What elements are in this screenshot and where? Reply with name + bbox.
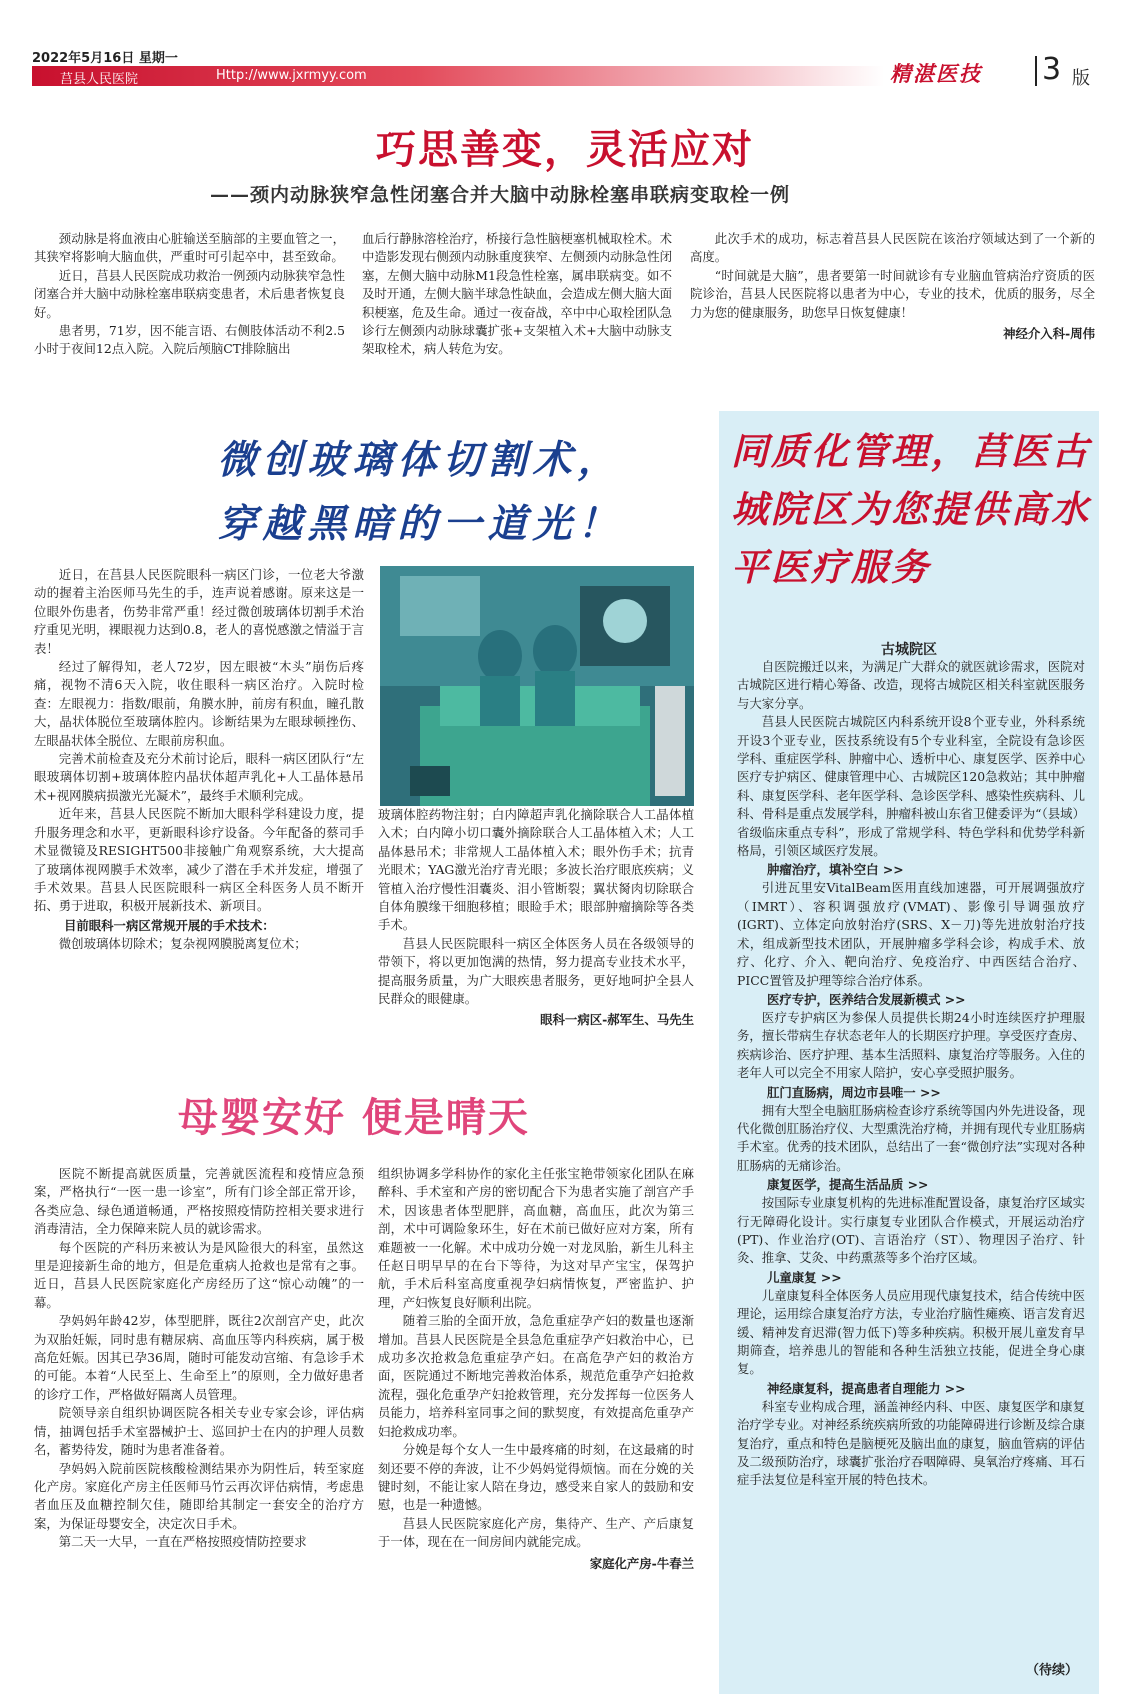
article3-col2 (378, 1165, 694, 1665)
article3-col1 (34, 1165, 364, 1695)
paragraph: 医院不断提高就医质量，完善就医流程和疫情应急预案，严格执行“一医一患一诊室”，所有门诊全部正常开诊，各类应急、绿色通道畅通，严格按照疫情防控相关要求进行消毒清洁，全力保障来院人员的就诊需求。 (34, 1166, 364, 1237)
paragraph: 颈动脉是将血液由心脏输送至脑部的主要血管之一，其狭窄将影响大脑血供，严重时可引起卒中，甚至致命。 (34, 231, 345, 265)
paragraph: 莒县人民医院眼科一病区全体医务人员在各级领导的带领下，将以更加饱满的热情，努力提高专业技术水平，提高服务质量，为广大眼疾患者服务，更好地呵护全县人民群众的眼健康。 (378, 935, 694, 1007)
paragraph: 近日，莒县人民医院成功救治一例颈内动脉狭窄急性闭塞合并大脑中动脉栓塞串联病变患者，术后患者恢复良好。 (34, 267, 345, 320)
section-heading: 康复医学，提高生活品质 >> (767, 1177, 929, 1193)
article1-title: 巧思善变，灵活应对 (376, 126, 754, 173)
paragraph: 医疗专护病区为参保人员提供长期24小时连续医疗护理服务，擅长带病生存状态老年人的长期医疗护理。享受医疗查房、疾病诊治、医疗护理、基本生活照料、康复治疗等服务。入住的老年人可以完全不用家人陪护，安心享受照护服务。 (737, 1009, 1085, 1081)
paragraph: 每个医院的产科历来被认为是风险很大的科室，虽然这里是迎接新生命的地方，但是危重病人抢救也是常有之事。近日，莒县人民医院家庭化产房经历了这“惊心动魄”的一幕。 (34, 1239, 364, 1310)
page-number: 3 (1042, 52, 1062, 87)
sidebar-heading: 古城院区 (881, 642, 937, 658)
paragraph: 微创玻璃体切除术；复杂视网膜脱离复位术； (58, 935, 307, 951)
paper-name: 精湛医技 (890, 61, 982, 86)
article3-signature: 家庭化产房-牛春兰 (589, 1555, 694, 1571)
page-suffix: 版 (1072, 68, 1090, 89)
paragraph: 莒县人民医院家庭化产房，集待产、生产、产后康复于一体，现在在一间房间内就能完成。 (378, 1515, 694, 1550)
article3-title: 母婴安好 便是晴天 (178, 1095, 530, 1141)
paragraph: 拥有大型全电脑肛肠病检查诊疗系统等国内外先进设备，现代化微创肛肠治疗仪、大型熏洗治疗椅，并拥有现代专业肛肠病手术室。优秀的技术团队，总结出了一套“微创疗法”实现对各种肛肠病的无痛诊治。 (737, 1102, 1085, 1173)
header-divider (1035, 56, 1037, 86)
header-url[interactable]: Http://www.jxrmyy.com (216, 68, 367, 83)
article2-subheading: 目前眼科一病区常规开展的手术技术： (64, 917, 275, 933)
paragraph: 自医院搬迁以来，为满足广大群众的就医就诊需求，医院对古城院区进行精心筹备、改造，现将古城院区相关科室就医服务与大家分享。 (737, 659, 1085, 711)
article1-signature: 神经介入科-周伟 (1003, 326, 1095, 342)
paragraph: “时间就是大脑”，患者要第一时间就诊有专业脑血管病治疗资质的医院诊治，莒县人民医院将以患者为中心，专业的技术，优质的服务，尽全力为您的健康服务，助您早日恢复健康！ (690, 267, 1095, 320)
paragraph: 完善术前检查及充分术前讨论后，眼科一病区团队行“左眼玻璃体切割+玻璃体腔内晶状体超声乳化+人工晶体悬吊术+视网膜病损激光光凝术”，最终手术顺利完成。 (34, 751, 364, 803)
paragraph: 科室专业构成合理，涵盖神经内科、中医、康复医学和康复治疗学专业。对神经系统疾病所致的功能障碍进行诊断及综合康复治疗，重点和特色是脑梗死及脑出血的康复，脑血管病的评估及二级预防治疗，球囊扩张治疗吞咽障碍、臭氧治疗疼痛、耳石症手法复位是科室开展的特色技术。 (737, 1398, 1085, 1488)
article2-left (34, 566, 364, 1052)
paragraph: 儿童康复科全体医务人员应用现代康复技术，结合传统中医理论，运用综合康复治疗方法，专业治疗脑性瘫痪、语言发育迟缓、精神发育迟滞(智力低下)等多种疾病。积极开展儿童发育早期筛查，培养患儿的智能和各种生活独立技能，促进全身心康复。 (737, 1287, 1085, 1377)
article1-col1 (34, 230, 345, 390)
paragraph: 孕妈妈入院前医院核酸检测结果亦为阴性后，转至家庭化产房。家庭化产房主任医师马竹云再次评估病情，考虑患者血压及血糖控制欠佳，随即给其制定一套安全的治疗方案，为保证母婴安全，决定次日手术。 (34, 1460, 364, 1531)
paragraph: 血后行静脉溶栓治疗，桥接行急性脑梗塞机械取栓术。术中造影发现右侧颈内动脉重度狭窄、左侧颈内动脉急性闭塞，左侧大脑中动脉M1段急性栓塞，属串联病变。如不及时开通，左侧大脑半球急性缺血，会造成左侧大脑大面积梗塞，危及生命。通过一夜奋战，卒中中心取栓团队急诊行左侧颈内动脉球囊扩张+支架植入术+大脑中动脉支架取栓术，病人转危为安。 (362, 231, 672, 357)
article1-subtitle: ——颈内动脉狭窄急性闭塞合并大脑中动脉栓塞串联病变取栓一例 (210, 184, 791, 206)
paragraph: 孕妈妈年龄42岁，体型肥胖，既往2次剖宫产史，此次为双胎妊娠，同时患有糖尿病、高血压等内科疾病，属于极高危妊娠。因其已孕36周，随时可能发动宫缩、有急诊手术的可能。本着“人民至上、生命至上”的原则，全力做好患者的诊疗工作，严格做好隔离人员管理。 (34, 1313, 364, 1402)
section-heading: 肿瘤治疗，填补空白 >> (767, 862, 904, 878)
continued-note: （待续） (1025, 1663, 1078, 1678)
paragraph: 近日，在莒县人民医院眼科一病区门诊，一位老大爷激动的握着主治医师马先生的手，连声说着感谢。原来这是一位眼外伤患者，伤势非常严重！经过微创玻璃体切割手术治疗重见光明，裸眼视力达到0.8，老人的喜悦感激之情溢于言表！ (34, 567, 364, 656)
paragraph: 经过了解得知，老人72岁，因左眼被“木头”崩伤后疼痛，视物不清6天入院，收住眼科一病区治疗。入院时检查：左眼视力：指数/眼前，角膜水肿，前房有积血，瞳孔散大，晶状体脱位至玻璃体腔内。诊断结果为左眼球顿挫伤、左眼晶状体全脱位、左眼前房积血。 (34, 659, 364, 748)
article2-title-line2: 穿越黑暗的一道光！ (217, 501, 623, 547)
section-heading: 医疗专护，医养结合发展新模式 >> (767, 991, 966, 1007)
section-heading: 神经康复科，提高患者自理能力 >> (767, 1380, 966, 1396)
paragraph: 组织协调多学科协作的家化主任张宝艳带领家化团队在麻醉科、手术室和产房的密切配合下为患者实施了剖宫产手术，因该患者体型肥胖，高血糖，高血压，此次为第三剖，术中可调险象环生，好在术前已做好应对方案，所有难题被一一化解。术中成功分娩一对龙凤胎，新生儿科主任赵日明早早的在台下等待，为这对早产宝宝，保驾护航，手术后科室高度重视孕妇病情恢复，严密监护、护理，产妇恢复良好顺利出院。 (378, 1166, 694, 1310)
paragraph: 莒县人民医院古城院区内科系统开设8个亚专业，外科系统开设3个亚专业，医技系统设有5个专业科室，全院设有急诊医学科、重症医学科、肿瘤中心、透析中心、康复医学、医养中心医疗专护病区、健康管理中心、古城院区120急救站；其中肿瘤科、康复医学科、老年医学科、急诊医学科、感染性疾病科、儿科、骨科是重点发展学科，肿瘤科被山东省卫健委评为“（县域）省级临床重点专科”，形成了常规学科、特色学科和优势学科新格局，引领区域医疗发展。 (737, 714, 1085, 859)
article2-title (140, 428, 700, 556)
sidebar-title: 同质化管理，莒医古城院区为您提供高水平医疗服务 (731, 429, 1091, 589)
paragraph: 患者男，71岁，因不能言语、右侧肢体活动不利2.5小时于夜间12点入院。入院后颅脑CT排除脑出 (34, 323, 345, 357)
paragraph: 此次手术的成功，标志着莒县人民医院在该治疗领域达到了一个新的高度。 (690, 231, 1095, 265)
header-hospital: 莒县人民医院 (60, 72, 139, 87)
paragraph: 玻璃体腔药物注射；白内障超声乳化摘除联合人工晶体植入术；白内障小切口囊外摘除联合人工晶体植入术；人工晶体悬吊术；非常规人工晶体植入术；眼外伤手术；抗青光眼术；YAG激光治疗青光眼；多波长治疗眼底疾病；义管植入治疗慢性泪囊炎、泪小管断裂；翼状胬肉切除联合自体角膜缘干细胞移植；眼睑手术；眼部肿瘤摘除等各类手术。 (378, 807, 694, 933)
paragraph: 院领导亲自组织协调医院各相关专业专家会诊，评估病情，抽调包括手术室器械护士、巡回护士在内的护理人员数名，蓄势待发，随时为患者准备着。 (34, 1405, 364, 1458)
article2-right (378, 806, 694, 1052)
paragraph: 分娩是每个女人一生中最疼痛的时刻，在这最痛的时刻还要不停的奔波，让不少妈妈觉得烦恼。而在分娩的关键时刻，不能让家人陪在身边，感受来自家人的鼓励和安慰，也是一种遗憾。 (378, 1442, 694, 1513)
paragraph: 按国际专业康复机构的先进标准配置设备，康复治疗区域实行无障碍化设计。实行康复专业团队合作模式，开展运动治疗(PT)、作业治疗(OT)、言语治疗（ST）、物理因子治疗、针灸、推拿、艾灸、中药熏蒸等多个治疗区域。 (737, 1195, 1085, 1266)
paragraph: 引进瓦里安VitalBeam医用直线加速器，可开展调强放疗（IMRT）、容积调强放疗(VMAT)、影像引导调强放疗(IGRT)、立体定向放射治疗(SRS、X－刀)等先进放射治疗技术，组成新型技术团队，开展肿瘤多学科会诊，构成手术、放疗、化疗、介入、靶向治疗、免疫治疗、中西医结合治疗、PICC置管及护理等综合治疗体系。 (737, 880, 1085, 988)
issue-date: 2022年5月16日 星期一 (32, 51, 178, 66)
section-heading: 肛门直肠病，周边市县唯一 >> (767, 1084, 941, 1100)
surgery-photo-art (380, 566, 694, 806)
surgery-photo (380, 566, 694, 806)
article1-col3 (690, 230, 1095, 390)
paragraph: 随着三胎的全面开放，急危重症孕产妇的数量也逐渐增加。莒县人民医院是全县急危重症孕产妇救治中心，已成功多次抢救急危重症孕产妇。在高危孕产妇的救治方面，医院通过不断地完善救治体系，规范危重孕产妇抢救流程，强化危重孕产妇抢救管理，充分发挥每一位医务人员能力，培养科室同事之间的默契度，有效提高危重孕产妇抢救成功率。 (378, 1313, 694, 1439)
sidebar-body (737, 658, 1085, 1658)
section-heading: 儿童康复 >> (767, 1269, 842, 1285)
article1-col2 (362, 230, 672, 390)
article2-signature: 眼科一病区-郝军生、马先生 (540, 1012, 694, 1028)
paragraph: 近年来，莒县人民医院不断加大眼科学科建设力度，提升服务理念和水平，更新眼科诊疗设备。今年配备的蔡司手术显微镜及RESIGHT500非接触广角观察系统，大大提高了玻璃体视网膜手术效率，减少了潜在手术并发症，增强了手术效果。莒县人民医院眼科一病区全科医务人员不断开拓、勇于进取，积极开展新技术、新项目。 (34, 806, 364, 914)
paragraph: 第二天一大早，一直在严格按照疫情防控要求 (58, 1534, 307, 1550)
header-bar (32, 66, 884, 86)
article2-title-line1: 微创玻璃体切割术， (217, 437, 623, 483)
